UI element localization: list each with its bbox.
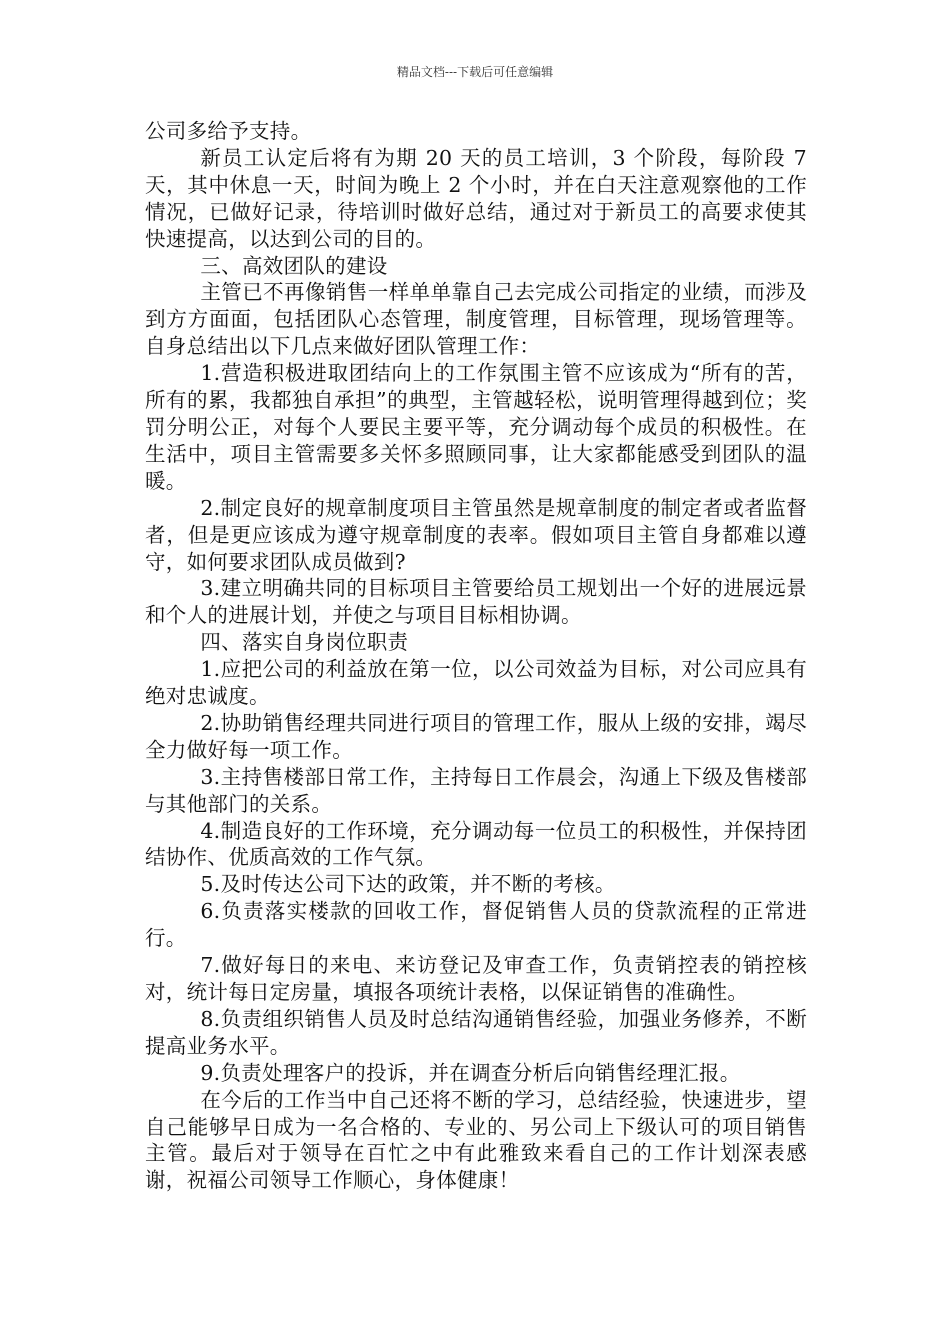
page-header: 精品文档---下载后可任意编辑	[396, 65, 554, 79]
list-item: 3.建立明确共同的目标项目主管要给员工规划出一个好的进展远景和个人的进展计划，并使之与项目目标相协调。	[145, 576, 807, 628]
paragraph: 公司多给予支持。	[145, 119, 312, 143]
list-item: 5.及时传达公司下达的政策，并不断的考核。	[200, 872, 616, 897]
list-item: 3.主持售楼部日常工作，主持每日工作晨会，沟通上下级及售楼部与其他部门的关系。	[145, 764, 807, 816]
list-item: 8.负责组织销售人员及时总结沟通销售经验，加强业务修养，不断提高业务水平。	[145, 1006, 807, 1058]
list-item: 2.协助销售经理共同进行项目的管理工作，服从上级的安排，竭尽全力做好每一项工作。	[145, 710, 807, 762]
list-item: 2.制定良好的规章制度项目主管虽然是规章制度的制定者或者监督者，但是更应该成为遵守规章制度的表率。假如项目主管自身都难以遵守，如何要求团队成员做到?	[145, 495, 807, 574]
list-item: 4.制造良好的工作环境，充分调动每一位员工的积极性，并保持团结协作、优质高效的工作气氛。	[145, 818, 807, 870]
paragraph: 主管已不再像销售一样单单靠自己去完成公司指定的业绩，而涉及到方方面面，包括团队心态管理，制度管理，目标管理，现场管理等。自身总结出以下几点来做好团队管理工作：	[145, 280, 807, 359]
section-heading: 四、落实自身岗位职责	[200, 630, 409, 655]
closing-paragraph: 在今后的工作当中自己还将不断的学习，总结经验，快速进步，望自己能够早日成为一名合格的、专业的、另公司上下级认可的项目销售主管。最后对于领导在百忙之中有此雅致来看自己的工作计划深表感谢，祝福公司领导工作顺心，身体健康！	[145, 1087, 807, 1193]
document-body	[145, 118, 807, 1194]
list-item: 1.应把公司的利益放在第一位，以公司效益为目标，对公司应具有绝对忠诚度。	[145, 657, 807, 709]
paragraph: 新员工认定后将有为期 20 天的员工培训，3 个阶段，每阶段 7 天，其中休息一天，时间为晚上 2 个小时，并在白天注意观察他的工作情况，已做好记录，待培训时做好总结，通过对于新员工的高要求使其快速提高，以达到公司的目的。	[145, 145, 807, 251]
list-item: 7.做好每日的来电、来访登记及审查工作，负责销控表的销控核对，统计每日定房量，填报各项统计表格，以保证销售的准确性。	[145, 953, 807, 1004]
list-item: 6.负责落实楼款的回收工作，督促销售人员的贷款流程的正常进行。	[145, 899, 807, 951]
list-item: 9.负责处理客户的投诉，并在调查分析后向销售经理汇报。	[200, 1060, 741, 1085]
list-item: 1.营造积极进取团结向上的工作氛围主管不应该成为“所有的苦，所有的累，我都独自承担”的典型，主管越轻松，说明管理得越到位；奖罚分明公正，对每个人要民主要平等，充分调动每个成员的积极性。在生活中，项目主管需要多关怀多照顾同事，让大家都能感受到团队的温暖。	[145, 361, 807, 493]
section-heading: 三、高效团队的建设	[200, 253, 388, 278]
